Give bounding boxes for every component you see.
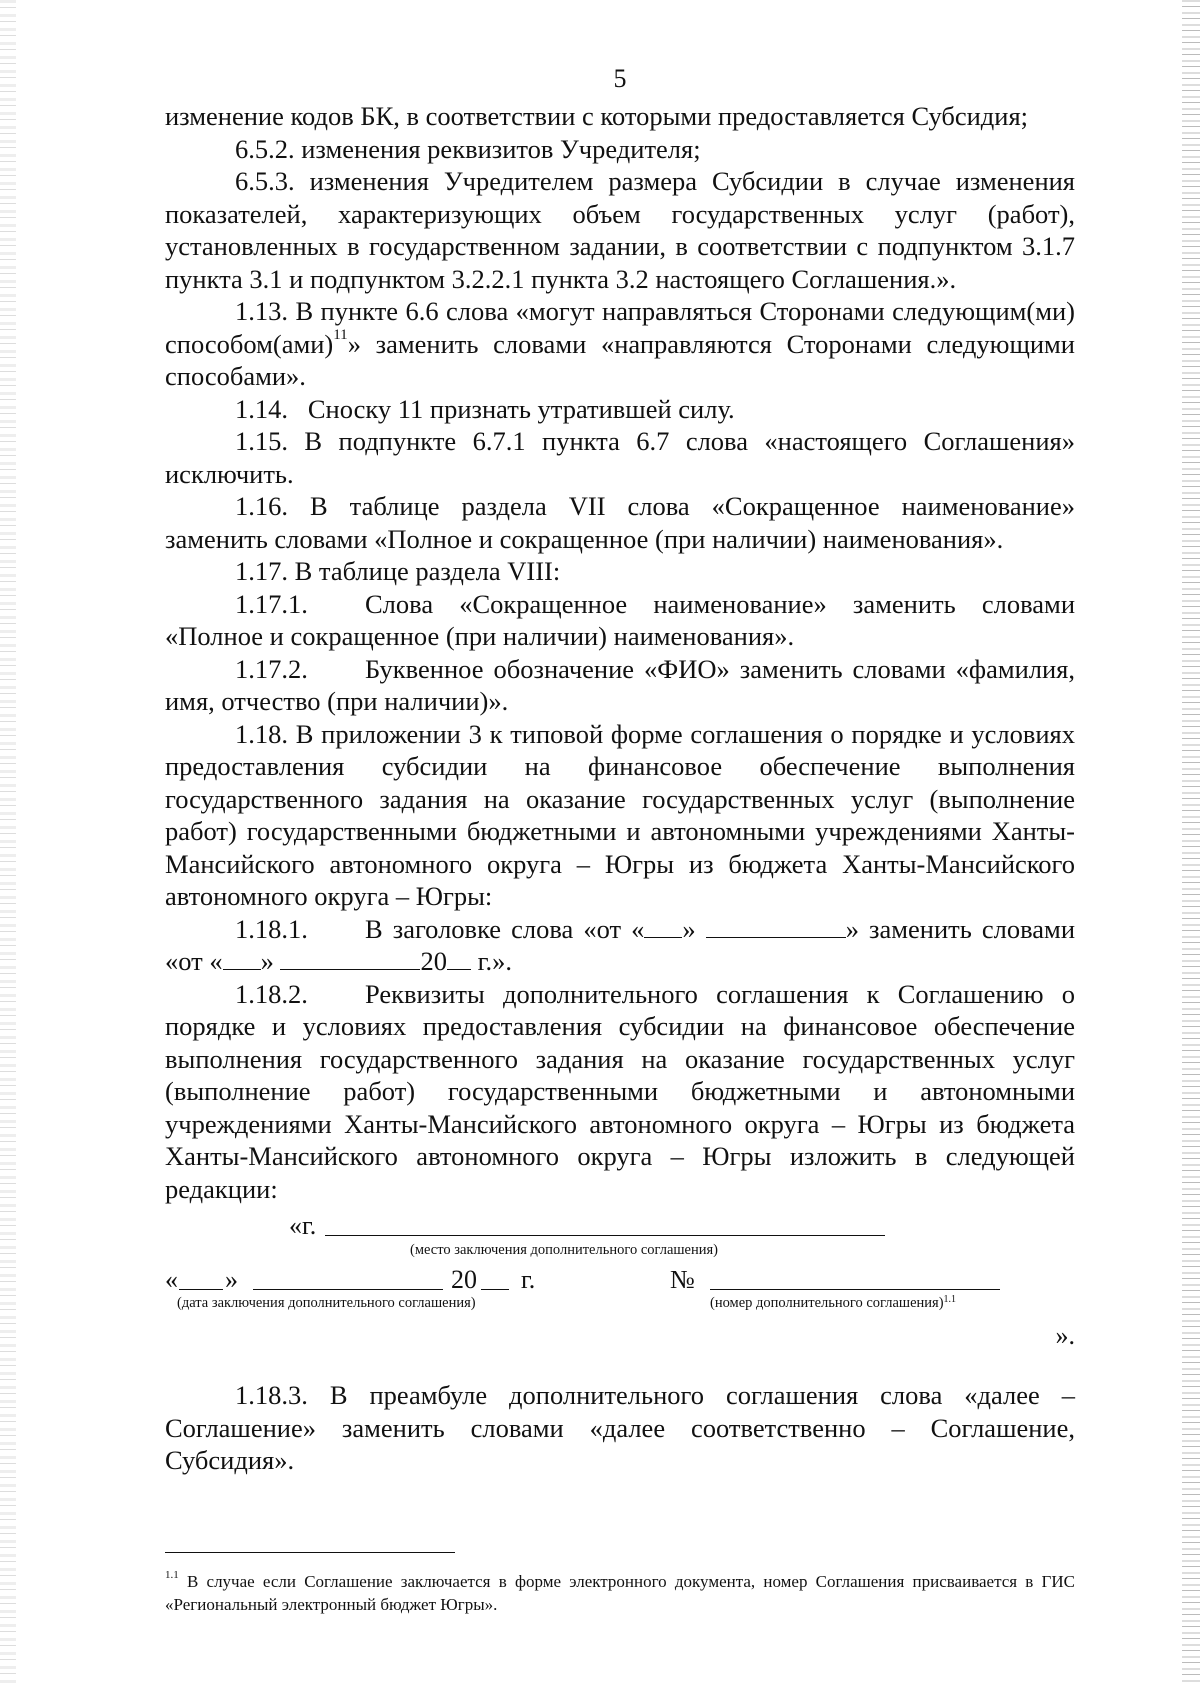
footnote-separator [165, 1552, 455, 1553]
paragraph [165, 588, 1075, 653]
blank-line [644, 915, 682, 938]
place-caption: (место заключения дополнительного соглашения) [410, 1242, 719, 1258]
paragraph-text: Реквизиты дополнительного соглашения к Соглашению о порядке и условиях предоставления субсидии на финансовое обеспечение выполнения государственного задания на оказание государственных услуг (выполнение работ) государственными бюджетными и автономными учреждениями Ханты-Мансийского автономного округа – Югры из бюджета Ханты-Мансийского автономного округа – Югры изложить в следующей редакции: [165, 978, 1075, 1204]
paragraph [165, 295, 1075, 393]
paragraph-text: » заменить словами «направляются Сторонами следующими способами». [165, 328, 1075, 391]
paragraph-text: » [260, 946, 274, 976]
footnote-mark: 1.1 [165, 1569, 179, 1581]
number-caption-text: (номер дополнительного соглашения) [710, 1295, 944, 1311]
paragraph: 6.5.2. изменения реквизитов Учредителя; [235, 133, 701, 164]
item-number: 1.18.1. [235, 913, 308, 944]
paragraph: 1.15. В подпункте 6.7.1 пункта 6.7 слова «настоящего Соглашения» исключить. [165, 426, 1075, 489]
paragraph: изменение кодов БК, в соответствии с которыми предоставляется Субсидия; [165, 101, 1028, 131]
paragraph: 1.18.3. В преамбуле дополнительного соглашения слова «далее – Соглашение» заменить словами «далее соответственно – Соглашение, Субсидия». [165, 1380, 1075, 1475]
paragraph-text: Слова «Сокращенное наименование» заменить словами «Полное и сокращенное (при наличии) наименования». [165, 588, 1075, 651]
blank-line [280, 947, 420, 970]
date-open-quote: « [165, 1265, 178, 1294]
paragraph-text: » заменить словами «от « [165, 913, 1076, 976]
paragraph: 1.14. Сноску 11 признать утратившей силу. [235, 393, 735, 424]
paragraph-text: В заголовке слова «от « [365, 913, 645, 944]
paragraph: 1.18. В приложении 3 к типовой форме соглашения о порядке и условиях предоставления субсидии на финансовое обеспечение выполнения государственного задания на оказание государственных услуг (выполнение работ) государственными бюджетными и автономными учреждениями Ханты-Мансийского автономного округа – Югры из бюджета Ханты-Мансийского автономного округа – Югры: [165, 718, 1075, 911]
paragraph-text: Буквенное обозначение «ФИО» заменить словами «фамилия, имя, отчество (при наличии)». [165, 653, 1075, 716]
paragraph [165, 653, 1075, 718]
paragraph-text: 20 [420, 946, 447, 976]
paragraph: 1.16. В таблице раздела VII слова «Сокращенное наименование» заменить словами «Полное и сокращенное (при наличии) наименования». [165, 491, 1075, 554]
scan-edge-left [0, 0, 16, 1685]
blank-line [447, 947, 471, 970]
footnote [165, 1570, 1075, 1616]
paragraph: 1.17. В таблице раздела VIII: [235, 556, 561, 586]
document-page [165, 60, 1075, 1477]
paragraph-text: » [682, 913, 696, 944]
item-number: 1.18.2. [235, 978, 308, 1009]
paragraph-text: 1.13. В пункте 6.6 слова «могут направляться Сторонами следующим(ми) способом(ами) [165, 296, 1075, 359]
requisites-form [165, 1211, 1075, 1361]
number-sign: № [670, 1265, 695, 1294]
blank-line [223, 947, 261, 970]
number-line [710, 1289, 1000, 1290]
city-prefix: «г. [289, 1211, 317, 1240]
year-line [481, 1289, 509, 1290]
date-caption: (дата заключения дополнительного соглашения) [177, 1295, 476, 1311]
year-suffix: г. [521, 1265, 536, 1294]
paragraph-text: г.». [477, 946, 512, 976]
month-line [253, 1289, 443, 1290]
footnote-reference: 1.1 [943, 1294, 957, 1305]
place-line [325, 1235, 885, 1236]
item-number: 1.17.2. [235, 653, 308, 684]
date-close-quote: » [225, 1265, 238, 1294]
paragraph [165, 913, 1075, 978]
blank-line [706, 915, 846, 938]
day-line [179, 1289, 223, 1290]
page-number: 5 [613, 64, 627, 93]
item-number: 1.17.1. [235, 588, 308, 619]
number-caption [710, 1295, 956, 1312]
footnote-text: В случае если Соглашение заключается в форме электронного документа, номер Соглашения присваивается в ГИС «Региональный электронный бюджет Югры». [165, 1572, 1075, 1614]
paragraph: 6.5.3. изменения Учредителем размера Субсидии в случае изменения показателей, характеризующих объем государственных услуг (работ), установленных в государственном задании, в соответствии с подпунктом 3.1.7 пункта 3.1 и подпунктом 3.2.2.1 пункта 3.2 настоящего Соглашения.». [165, 166, 1075, 294]
year-prefix: 20 [451, 1265, 477, 1294]
closing-quote: ». [1055, 1321, 1075, 1350]
footnote-reference: 11 [333, 326, 348, 343]
paragraph [165, 978, 1075, 1206]
scan-edge-right [1182, 0, 1200, 1685]
